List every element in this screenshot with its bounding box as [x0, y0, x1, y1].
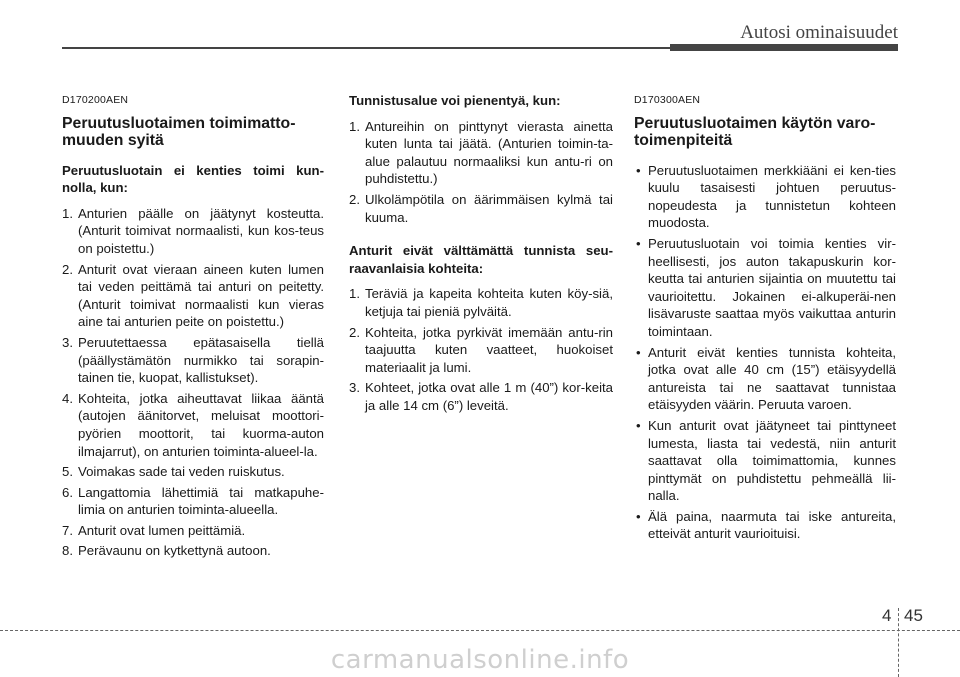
list-item — [634, 508, 896, 543]
item-number: 1. — [349, 286, 360, 302]
list-item — [349, 324, 613, 377]
item-text: Teräviä ja kapeita kohteita kuten köy-siä, ketjuja tai pieniä pylväitä. — [365, 286, 613, 319]
item-number: 3. — [62, 334, 73, 350]
numbered-list — [62, 205, 324, 560]
list-item — [62, 390, 324, 460]
item-number: 1. — [62, 205, 73, 221]
numbered-list — [349, 285, 613, 414]
list-item — [62, 484, 324, 519]
column-2 — [349, 92, 613, 418]
bullet-icon: • — [636, 508, 641, 524]
list-item — [62, 542, 324, 560]
section-subheading: Peruutusluotain ei kenties toimi kun-nolla, kun: — [62, 162, 324, 196]
item-text: Kohteita, jotka pyrkivät imemään antu-rin taajuutta kuten vaatteet, huokoiset materiaalit ja lumi. — [365, 324, 613, 375]
item-number: 5. — [62, 464, 73, 480]
section-heading: Peruutusluotaimen toimimatto-muuden syitä — [62, 114, 296, 149]
list-item — [62, 463, 324, 481]
item-number: 3. — [349, 380, 360, 396]
chapter-number: 4 — [882, 606, 892, 625]
item-number: 2. — [349, 324, 360, 340]
section-heading: Peruutusluotaimen käytön varo-toimenpiteitä — [634, 114, 876, 149]
header-rule-accent — [670, 44, 898, 51]
item-text: Ulkolämpötila on äärimmäisen kylmä tai kuuma. — [365, 191, 613, 225]
item-text: Anturit ovat vieraan aineen kuten lumen tai veden peittämä tai anturi on peitetty. (Anturit toimivat normaalisti kun vieras aine tai anturien peite on poistettu.) — [78, 261, 324, 330]
item-number: 2. — [62, 261, 73, 277]
list-item — [349, 285, 613, 320]
list-item — [62, 522, 324, 540]
item-text: Peruutusluotain voi toimia kenties vir-heellisesti, jos auton takapuskurin kor-keutta tai anturien sijaintia on muutettu tai vaurioitettu. Jokainen ei-alkuperäi-nen lisävaruste saattaa myös vaikuttaa anturin toimintaan. — [648, 235, 896, 339]
item-number: 2. — [349, 191, 360, 207]
item-text: Kun anturit ovat jäätyneet tai pinttyneet lumesta, liasta tai vedestä, niin anturit saattavat olla toimimattomia, kunnes pinttymät on puhdistettu pehmeällä lii-nalla. — [648, 417, 896, 504]
column-1 — [62, 92, 324, 563]
list-item — [634, 162, 896, 232]
item-text: Voimakas sade tai veden ruiskutus. — [78, 464, 285, 480]
section-code: D170300AEN — [634, 94, 701, 106]
bullet-icon: • — [636, 344, 641, 360]
item-text: Anturit eivät kenties tunnista kohteita, jotka ovat alle 40 cm (15”) etäisyydellä antureista tai ne saattavat tunnistaa etäisyyden väärin. Peruuta varoen. — [648, 344, 896, 413]
section-code: D170200AEN — [62, 94, 129, 106]
list-item — [349, 379, 613, 414]
item-text: Kohteet, jotka ovat alle 1 m (40”) kor-keita ja alle 14 cm (6”) leveitä. — [365, 380, 613, 413]
list-item — [634, 417, 896, 505]
list-item — [62, 261, 324, 331]
list-item — [62, 205, 324, 258]
bullet-icon: • — [636, 162, 641, 178]
item-number: 7. — [62, 522, 73, 538]
item-number: 4. — [62, 390, 73, 406]
spacer — [349, 229, 613, 242]
section-subheading: Tunnistusalue voi pienentyä, kun: — [349, 93, 561, 108]
item-number: 6. — [62, 484, 73, 500]
item-text: Anturien päälle on jäätynyt kosteutta. (Anturit toimivat normaalisti, kun kos-teus on poistettu.) — [78, 205, 324, 256]
section-subheading: Anturit eivät välttämättä tunnista seu-raavanlaisia kohteita: — [349, 243, 613, 276]
list-item — [634, 235, 896, 341]
bullet-icon: • — [636, 417, 641, 433]
list-item — [62, 334, 324, 387]
page-number: 45 — [904, 606, 923, 625]
item-text: Anturit ovat lumen peittämiä. — [78, 522, 246, 538]
list-item — [634, 344, 896, 414]
item-text: Kohteita, jotka aiheuttavat liikaa ääntä (autojen äänitorvet, meluisat moottori-pyörien moottorit, tai kuorma-auton ilmajarrut), on anturien toiminta-alueel-la. — [78, 390, 324, 459]
item-text: Peruutusluotaimen merkkiääni ei ken-ties kuulu tasaisesti johtuen peruutus-nopeudesta ja tunnistetun kohteen muodosta. — [648, 162, 896, 231]
item-text: Langattomia lähettimiä tai matkapuhe-limia on anturien toiminta-alueella. — [78, 484, 324, 518]
running-header-title: Autosi ominaisuudet — [740, 22, 898, 43]
item-number: 1. — [349, 118, 360, 134]
item-text: Peruutettaessa epätasaisella tiellä (päällystämätön nurmikko tai sorapin-tainen tie, kuopat, kallistukset). — [78, 334, 324, 386]
list-item — [349, 191, 613, 226]
item-text: Älä paina, naarmuta tai iske antureita, etteivät anturit vaurioituisi. — [648, 508, 896, 542]
item-number: 8. — [62, 543, 73, 559]
list-item — [349, 118, 613, 188]
column-3 — [634, 92, 896, 546]
watermark: carmanualsonline.info — [330, 645, 630, 675]
footer-dotted-rule — [0, 630, 960, 631]
numbered-list — [349, 118, 613, 227]
item-text: Antureihin on pinttynyt vierasta ainetta kuten lunta tai jäätä. (Anturien toimin-ta-alue palautuu normaaliksi kun antu-ri on puhdistettu.) — [365, 118, 613, 187]
bullet-icon: • — [636, 235, 641, 251]
header-rule — [62, 47, 670, 49]
bullet-list — [634, 162, 896, 543]
item-text: Perävaunu on kytkettynä autoon. — [78, 543, 271, 559]
